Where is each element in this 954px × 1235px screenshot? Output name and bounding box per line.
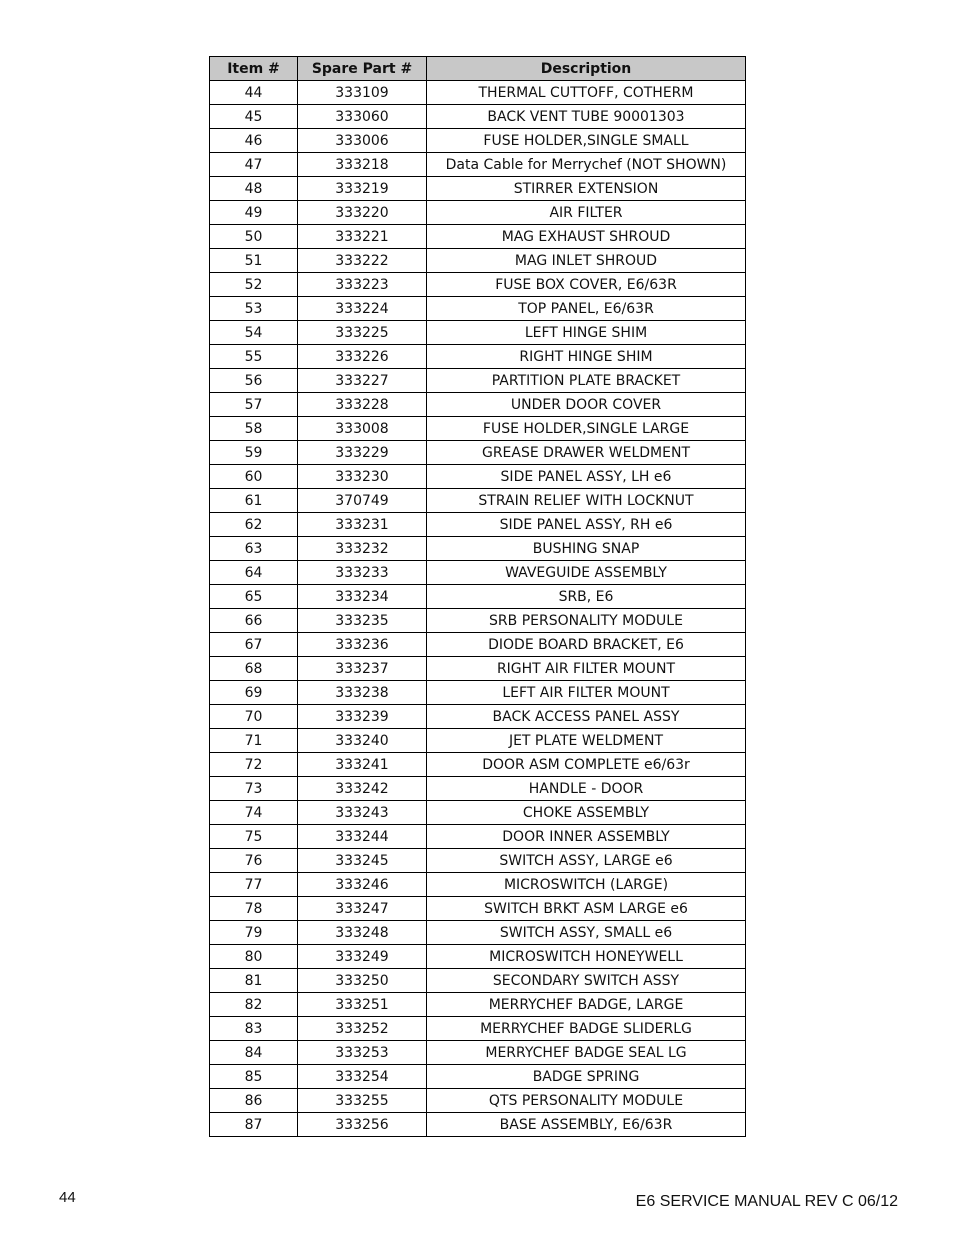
cell-description: SRB, E6 xyxy=(427,585,746,609)
cell-spare-part-number: 333235 xyxy=(298,609,427,633)
cell-item-number: 69 xyxy=(210,681,298,705)
cell-description: LEFT HINGE SHIM xyxy=(427,321,746,345)
cell-description: FUSE HOLDER,SINGLE LARGE xyxy=(427,417,746,441)
cell-spare-part-number: 333254 xyxy=(298,1065,427,1089)
table-row xyxy=(210,849,746,873)
table-row xyxy=(210,825,746,849)
table-row xyxy=(210,873,746,897)
cell-description: MERRYCHEF BADGE, LARGE xyxy=(427,993,746,1017)
cell-description: QTS PERSONALITY MODULE xyxy=(427,1089,746,1113)
spare-parts-table xyxy=(209,56,746,1137)
table-row xyxy=(210,105,746,129)
table-body xyxy=(210,81,746,1137)
cell-description: GREASE DRAWER WELDMENT xyxy=(427,441,746,465)
cell-item-number: 86 xyxy=(210,1089,298,1113)
cell-description: FUSE BOX COVER, E6/63R xyxy=(427,273,746,297)
table-row xyxy=(210,273,746,297)
cell-item-number: 58 xyxy=(210,417,298,441)
cell-item-number: 68 xyxy=(210,657,298,681)
cell-item-number: 79 xyxy=(210,921,298,945)
cell-description: HANDLE - DOOR xyxy=(427,777,746,801)
cell-description: THERMAL CUTTOFF, COTHERM xyxy=(427,81,746,105)
cell-item-number: 49 xyxy=(210,201,298,225)
cell-description: BACK VENT TUBE 90001303 xyxy=(427,105,746,129)
cell-spare-part-number: 333244 xyxy=(298,825,427,849)
cell-item-number: 53 xyxy=(210,297,298,321)
cell-description: SRB PERSONALITY MODULE xyxy=(427,609,746,633)
table-row xyxy=(210,969,746,993)
cell-description: SWITCH BRKT ASM LARGE e6 xyxy=(427,897,746,921)
cell-spare-part-number: 333252 xyxy=(298,1017,427,1041)
cell-spare-part-number: 333230 xyxy=(298,465,427,489)
cell-item-number: 45 xyxy=(210,105,298,129)
cell-item-number: 63 xyxy=(210,537,298,561)
cell-description: JET PLATE WELDMENT xyxy=(427,729,746,753)
table-row xyxy=(210,129,746,153)
cell-item-number: 67 xyxy=(210,633,298,657)
cell-spare-part-number: 333223 xyxy=(298,273,427,297)
cell-spare-part-number: 333222 xyxy=(298,249,427,273)
footer-document-title: E6 SERVICE MANUAL REV C 06/12 xyxy=(635,1193,898,1210)
cell-item-number: 78 xyxy=(210,897,298,921)
table-row xyxy=(210,561,746,585)
cell-spare-part-number: 333241 xyxy=(298,753,427,777)
cell-description: LEFT AIR FILTER MOUNT xyxy=(427,681,746,705)
table-row xyxy=(210,1089,746,1113)
cell-description: BUSHING SNAP xyxy=(427,537,746,561)
table-row xyxy=(210,537,746,561)
cell-item-number: 66 xyxy=(210,609,298,633)
cell-spare-part-number: 333243 xyxy=(298,801,427,825)
cell-description: DOOR ASM COMPLETE e6/63r xyxy=(427,753,746,777)
cell-spare-part-number: 333256 xyxy=(298,1113,427,1137)
cell-spare-part-number: 333224 xyxy=(298,297,427,321)
cell-item-number: 46 xyxy=(210,129,298,153)
cell-item-number: 64 xyxy=(210,561,298,585)
table-row xyxy=(210,585,746,609)
table-row xyxy=(210,897,746,921)
cell-spare-part-number: 333240 xyxy=(298,729,427,753)
cell-item-number: 75 xyxy=(210,825,298,849)
cell-description: MICROSWITCH (LARGE) xyxy=(427,873,746,897)
cell-description: BASE ASSEMBLY, E6/63R xyxy=(427,1113,746,1137)
cell-description: STRAIN RELIEF WITH LOCKNUT xyxy=(427,489,746,513)
cell-item-number: 74 xyxy=(210,801,298,825)
table-row xyxy=(210,801,746,825)
table-row xyxy=(210,417,746,441)
cell-spare-part-number: 333245 xyxy=(298,849,427,873)
cell-spare-part-number: 333251 xyxy=(298,993,427,1017)
cell-spare-part-number: 333228 xyxy=(298,393,427,417)
cell-item-number: 76 xyxy=(210,849,298,873)
table-row xyxy=(210,753,746,777)
cell-description: DIODE BOARD BRACKET, E6 xyxy=(427,633,746,657)
cell-item-number: 59 xyxy=(210,441,298,465)
cell-description: MAG EXHAUST SHROUD xyxy=(427,225,746,249)
cell-spare-part-number: 333226 xyxy=(298,345,427,369)
cell-item-number: 80 xyxy=(210,945,298,969)
cell-spare-part-number: 333221 xyxy=(298,225,427,249)
table-row xyxy=(210,1041,746,1065)
cell-item-number: 73 xyxy=(210,777,298,801)
cell-spare-part-number: 333233 xyxy=(298,561,427,585)
cell-spare-part-number: 333248 xyxy=(298,921,427,945)
table-row xyxy=(210,1017,746,1041)
table-row xyxy=(210,441,746,465)
table-row xyxy=(210,201,746,225)
cell-item-number: 50 xyxy=(210,225,298,249)
cell-spare-part-number: 333060 xyxy=(298,105,427,129)
cell-item-number: 62 xyxy=(210,513,298,537)
cell-description: CHOKE ASSEMBLY xyxy=(427,801,746,825)
cell-description: MAG INLET SHROUD xyxy=(427,249,746,273)
cell-description: Data Cable for Merrychef (NOT SHOWN) xyxy=(427,153,746,177)
table-row xyxy=(210,345,746,369)
cell-spare-part-number: 333232 xyxy=(298,537,427,561)
table-row xyxy=(210,993,746,1017)
cell-spare-part-number: 333006 xyxy=(298,129,427,153)
cell-description: SIDE PANEL ASSY, LH e6 xyxy=(427,465,746,489)
cell-spare-part-number: 333246 xyxy=(298,873,427,897)
table-row xyxy=(210,609,746,633)
cell-spare-part-number: 333220 xyxy=(298,201,427,225)
cell-spare-part-number: 333247 xyxy=(298,897,427,921)
cell-description: MERRYCHEF BADGE SEAL LG xyxy=(427,1041,746,1065)
cell-description: MICROSWITCH HONEYWELL xyxy=(427,945,746,969)
table-row xyxy=(210,681,746,705)
cell-description: BACK ACCESS PANEL ASSY xyxy=(427,705,746,729)
cell-item-number: 55 xyxy=(210,345,298,369)
cell-spare-part-number: 333237 xyxy=(298,657,427,681)
table-row xyxy=(210,225,746,249)
cell-spare-part-number: 333238 xyxy=(298,681,427,705)
table-row xyxy=(210,369,746,393)
cell-description: SWITCH ASSY, SMALL e6 xyxy=(427,921,746,945)
header-item-number: Item # xyxy=(210,57,298,81)
cell-item-number: 51 xyxy=(210,249,298,273)
cell-item-number: 70 xyxy=(210,705,298,729)
table-header-row xyxy=(210,57,746,81)
cell-item-number: 82 xyxy=(210,993,298,1017)
table-row xyxy=(210,705,746,729)
table-row xyxy=(210,465,746,489)
cell-spare-part-number: 333231 xyxy=(298,513,427,537)
cell-item-number: 72 xyxy=(210,753,298,777)
cell-spare-part-number: 333227 xyxy=(298,369,427,393)
cell-spare-part-number: 333239 xyxy=(298,705,427,729)
cell-description: SWITCH ASSY, LARGE e6 xyxy=(427,849,746,873)
table-row xyxy=(210,393,746,417)
cell-item-number: 57 xyxy=(210,393,298,417)
cell-item-number: 81 xyxy=(210,969,298,993)
table-row xyxy=(210,1113,746,1137)
table-row xyxy=(210,297,746,321)
cell-item-number: 84 xyxy=(210,1041,298,1065)
cell-spare-part-number: 333008 xyxy=(298,417,427,441)
cell-description: BADGE SPRING xyxy=(427,1065,746,1089)
cell-spare-part-number: 333255 xyxy=(298,1089,427,1113)
cell-description: RIGHT AIR FILTER MOUNT xyxy=(427,657,746,681)
cell-description: UNDER DOOR COVER xyxy=(427,393,746,417)
table-row xyxy=(210,657,746,681)
cell-description: WAVEGUIDE ASSEMBLY xyxy=(427,561,746,585)
cell-description: AIR FILTER xyxy=(427,201,746,225)
cell-item-number: 77 xyxy=(210,873,298,897)
cell-item-number: 60 xyxy=(210,465,298,489)
cell-item-number: 54 xyxy=(210,321,298,345)
cell-spare-part-number: 333234 xyxy=(298,585,427,609)
table-row xyxy=(210,1065,746,1089)
cell-spare-part-number: 333250 xyxy=(298,969,427,993)
cell-description: SIDE PANEL ASSY, RH e6 xyxy=(427,513,746,537)
cell-description: RIGHT HINGE SHIM xyxy=(427,345,746,369)
cell-item-number: 44 xyxy=(210,81,298,105)
cell-item-number: 52 xyxy=(210,273,298,297)
cell-item-number: 47 xyxy=(210,153,298,177)
cell-description: MERRYCHEF BADGE SLIDERLG xyxy=(427,1017,746,1041)
header-spare-part-number: Spare Part # xyxy=(298,57,427,81)
cell-spare-part-number: 333225 xyxy=(298,321,427,345)
cell-description: STIRRER EXTENSION xyxy=(427,177,746,201)
header-description: Description xyxy=(427,57,746,81)
cell-spare-part-number: 370749 xyxy=(298,489,427,513)
table-row xyxy=(210,945,746,969)
table-row xyxy=(210,321,746,345)
cell-item-number: 48 xyxy=(210,177,298,201)
cell-description: DOOR INNER ASSEMBLY xyxy=(427,825,746,849)
cell-item-number: 61 xyxy=(210,489,298,513)
cell-description: FUSE HOLDER,SINGLE SMALL xyxy=(427,129,746,153)
cell-item-number: 65 xyxy=(210,585,298,609)
cell-item-number: 56 xyxy=(210,369,298,393)
table-row xyxy=(210,249,746,273)
cell-description: TOP PANEL, E6/63R xyxy=(427,297,746,321)
table-row xyxy=(210,633,746,657)
table-row xyxy=(210,177,746,201)
cell-spare-part-number: 333229 xyxy=(298,441,427,465)
cell-item-number: 71 xyxy=(210,729,298,753)
table-row xyxy=(210,81,746,105)
cell-spare-part-number: 333109 xyxy=(298,81,427,105)
table-row xyxy=(210,777,746,801)
table-row xyxy=(210,153,746,177)
page-number: 44 xyxy=(59,1189,76,1206)
cell-item-number: 85 xyxy=(210,1065,298,1089)
cell-spare-part-number: 333236 xyxy=(298,633,427,657)
cell-spare-part-number: 333253 xyxy=(298,1041,427,1065)
cell-item-number: 83 xyxy=(210,1017,298,1041)
cell-spare-part-number: 333242 xyxy=(298,777,427,801)
cell-spare-part-number: 333218 xyxy=(298,153,427,177)
cell-description: SECONDARY SWITCH ASSY xyxy=(427,969,746,993)
table-row xyxy=(210,513,746,537)
cell-spare-part-number: 333219 xyxy=(298,177,427,201)
cell-description: PARTITION PLATE BRACKET xyxy=(427,369,746,393)
table-row xyxy=(210,921,746,945)
table-row xyxy=(210,729,746,753)
cell-spare-part-number: 333249 xyxy=(298,945,427,969)
cell-item-number: 87 xyxy=(210,1113,298,1137)
table-row xyxy=(210,489,746,513)
